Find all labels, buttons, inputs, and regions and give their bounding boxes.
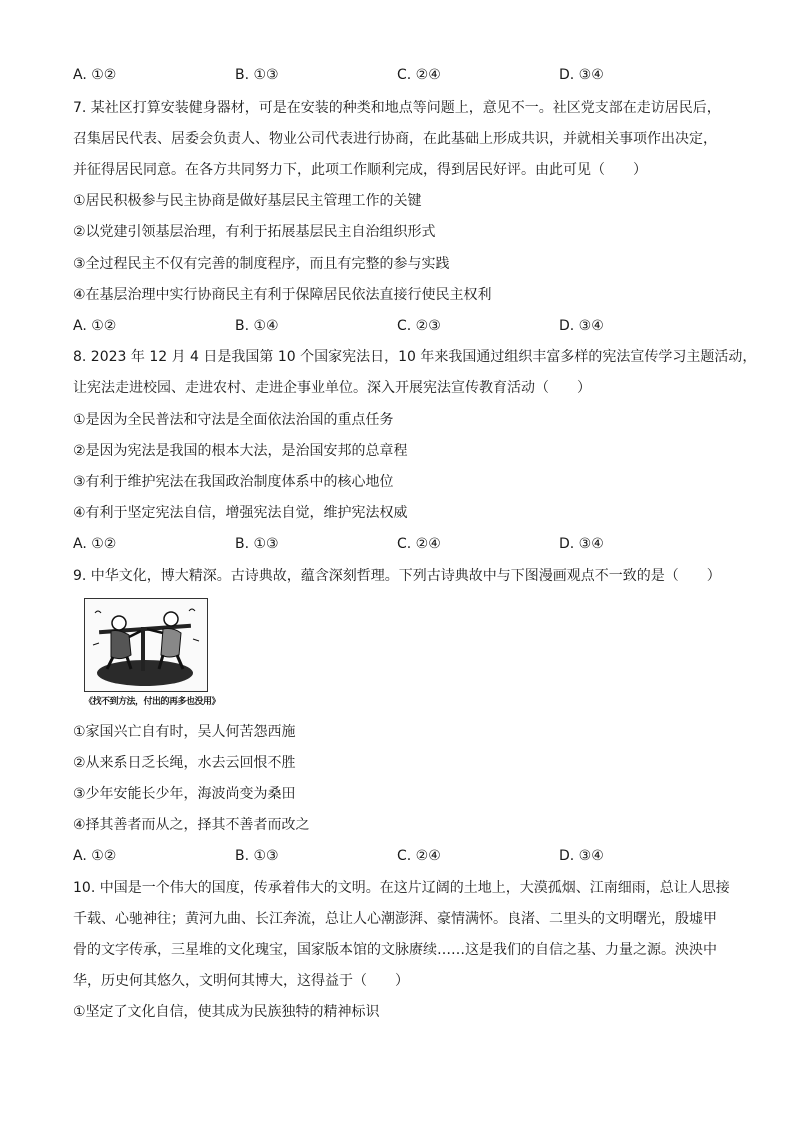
q6-option-a: A. ①② xyxy=(73,67,117,83)
q8-options xyxy=(73,534,723,554)
q9-statement-1: ①家国兴亡自有时，吴人何苦怨西施 xyxy=(73,724,296,740)
q9-option-d: D. ③④ xyxy=(559,848,604,864)
cartoon-illustration-icon xyxy=(85,599,207,691)
q7-statement-4: ④在基层治理中实行协商民主有利于保障居民依法直接行使民主权利 xyxy=(73,287,492,303)
q8-stem-line-2: 让宪法走进校园、走进农村、走进企事业单位。深入开展宪法宣传教育活动（ ） xyxy=(73,380,591,396)
q9-statement-4: ④择其善者而从之，择其不善者而改之 xyxy=(73,817,310,833)
q7-stem-line-1: 7. 某社区打算安装健身器材，可是在安装的种类和地点等问题上，意见不一。社区党支部在走访居民后， xyxy=(73,100,721,116)
q8-statement-4: ④有利于坚定宪法自信，增强宪法自觉，维护宪法权威 xyxy=(73,505,408,521)
q8-option-c: C. ②④ xyxy=(397,536,441,552)
q8-statement-2: ②是因为宪法是我国的根本大法，是治国安邦的总章程 xyxy=(73,443,408,459)
q6-options xyxy=(73,65,723,85)
q9-option-a: A. ①② xyxy=(73,848,117,864)
q7-stem-line-3: 并征得居民同意。在各方共同努力下，此项工作顺利完成，得到居民好评。由此可见（ ） xyxy=(73,162,647,178)
q9-cartoon xyxy=(84,598,221,710)
q9-option-b: B. ①③ xyxy=(235,848,279,864)
q8-statement-3: ③有利于维护宪法在我国政治制度体系中的核心地位 xyxy=(73,474,394,490)
q7-option-c: C. ②③ xyxy=(397,318,441,334)
q6-option-c: C. ②④ xyxy=(397,67,441,83)
q6-option-d: D. ③④ xyxy=(559,67,604,83)
q9-option-c: C. ②④ xyxy=(397,848,441,864)
q9-options xyxy=(73,846,723,866)
q10-stem-line-2: 千载、心驰神往；黄河九曲、长江奔流，总让人心潮澎湃、豪情满怀。良渚、二里头的文明曙光，殷墟甲 xyxy=(73,911,717,927)
q7-statement-3: ③全过程民主不仅有完善的制度程序，而且有完整的参与实践 xyxy=(73,256,450,272)
q9-statement-3: ③少年安能长少年，海波尚变为桑田 xyxy=(73,786,296,802)
q7-option-d: D. ③④ xyxy=(559,318,604,334)
q7-statement-2: ②以党建引领基层治理，有利于拓展基层民主自治组织形式 xyxy=(73,224,436,240)
cartoon-frame xyxy=(84,598,208,692)
q10-stem-line-1: 10. 中国是一个伟大的国度，传承着伟大的文明。在这片辽阔的土地上，大漠孤烟、江南细雨，总让人思接 xyxy=(73,880,730,896)
q7-stem-line-2: 召集居民代表、居委会负责人、物业公司代表进行协商，在此基础上形成共识，并就相关事项作出决定， xyxy=(73,131,717,147)
q7-statement-1: ①居民积极参与民主协商是做好基层民主管理工作的关键 xyxy=(73,193,422,209)
q10-stem-line-4: 华，历史何其悠久，文明何其博大，这得益于（ ） xyxy=(73,973,409,989)
q10-stem-line-3: 骨的文字传承，三星堆的文化瑰宝，国家版本馆的文脉赓续……这是我们的自信之基、力量之源。泱泱中 xyxy=(73,942,717,958)
q8-statement-1: ①是因为全民普法和守法是全面依法治国的重点任务 xyxy=(73,412,394,428)
q8-option-a: A. ①② xyxy=(73,536,117,552)
q9-statement-2: ②从来系日乏长绳，水去云回恨不胜 xyxy=(73,755,296,771)
cartoon-caption: 《找不到方法，付出的再多也没用》 xyxy=(84,697,221,707)
q6-option-b: B. ①③ xyxy=(235,67,279,83)
q7-option-a: A. ①② xyxy=(73,318,117,334)
q7-option-b: B. ①④ xyxy=(235,318,279,334)
q8-option-d: D. ③④ xyxy=(559,536,604,552)
q8-option-b: B. ①③ xyxy=(235,536,279,552)
q7-options xyxy=(73,316,723,336)
q8-stem-line-1: 8. 2023 年 12 月 4 日是我国第 10 个国家宪法日，10 年来我国通过组织丰富多样的宪法宣传学习主题活动， xyxy=(73,349,757,365)
q9-stem-line-1: 9. 中华文化，博大精深。古诗典故，蕴含深刻哲理。下列古诗典故中与下图漫画观点不一致的是（ ） xyxy=(73,568,721,584)
q10-statement-1: ①坚定了文化自信，使其成为民族独特的精神标识 xyxy=(73,1004,380,1020)
